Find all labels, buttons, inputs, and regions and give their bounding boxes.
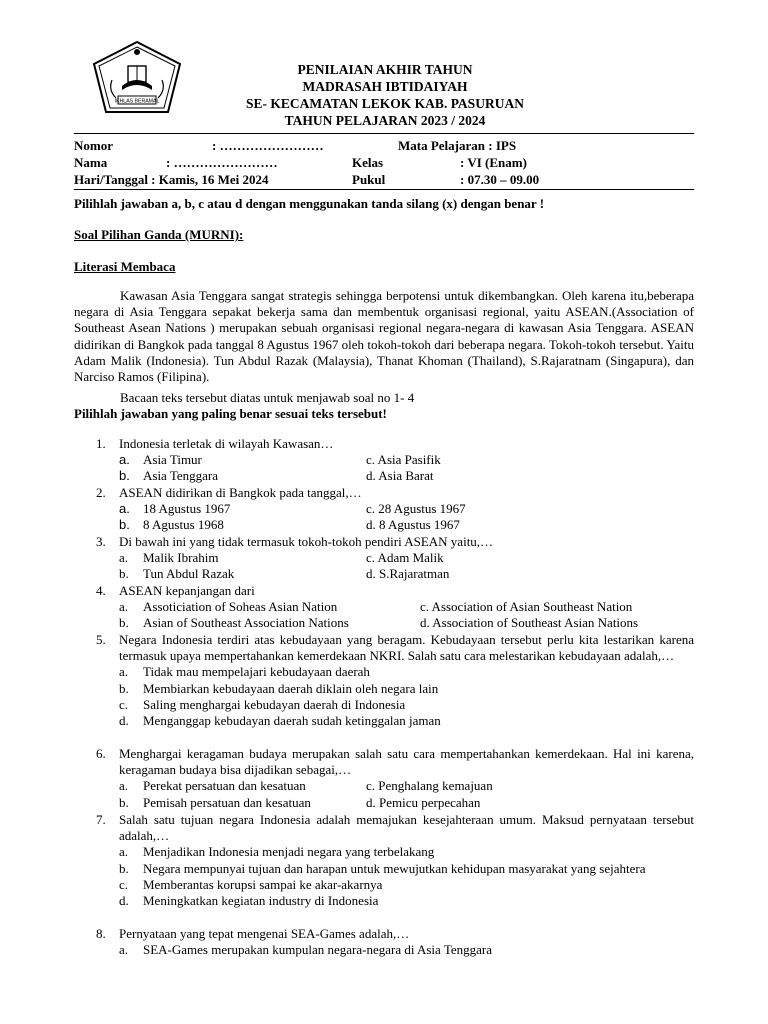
option-b[interactable]: Tun Abdul Razak (143, 566, 235, 582)
question-text: Menghargai keragaman budaya merupakan salah satu cara mempertahankan kemerdekaan. Hal ini karena, keragaman budaya bisa dijadikan sebagai,… (119, 746, 694, 778)
option-b[interactable]: Asia Tenggara (143, 468, 219, 484)
option-a[interactable]: 18 Agustus 1967 (143, 501, 231, 517)
option-c[interactable]: Saling menghargai kebudayan daerah di Indonesia (143, 696, 406, 712)
option-a[interactable]: SEA-Games merupakan kumpulan negara-negara di Asia Tenggara (143, 942, 493, 958)
option-c[interactable]: c. Association of Asian Southeast Nation (420, 599, 633, 615)
option-d[interactable]: d. Asia Barat (366, 468, 434, 484)
option-b[interactable]: Pemisah persatuan dan kesatuan (143, 794, 311, 810)
question-number: 8. (96, 926, 106, 941)
header-line-2: MADRASAH IBTIDAIYAH (302, 79, 468, 94)
question-text: Pernyataan yang tepat mengenai SEA-Games adalah,… (119, 926, 410, 941)
option-a[interactable]: Asia Timur (143, 452, 202, 468)
question-number: 1. (96, 436, 106, 451)
option-letter: a. (119, 599, 129, 615)
logo-motto: IKHLAS BERAMAL (114, 98, 160, 105)
kelas-value: : VI (Enam) (460, 155, 527, 170)
question-number: 6. (96, 746, 106, 761)
question-text: Salah satu tujuan negara Indonesia adalah memajukan kesejahteraan umum. Maksud pernyataan tersebut adalah,… (119, 812, 694, 844)
header-line-3: SE- KECAMATAN LEKOK KAB. PASURUAN (246, 96, 524, 111)
option-letter: b. (119, 517, 130, 533)
kelas-label: Kelas (352, 155, 384, 170)
nama-label: Nama (74, 155, 108, 170)
option-b[interactable]: Asian of Southeast Association Nations (143, 615, 349, 631)
reading-passage (74, 288, 694, 385)
option-letter: b. (119, 615, 129, 631)
option-d[interactable]: d. Association of Southeast Asian Nations (420, 615, 639, 631)
option-letter: b. (119, 680, 129, 696)
header-line-1: PENILAIAN AKHIR TAHUN (297, 62, 473, 77)
option-letter: d. (119, 892, 129, 908)
nomor-label: Nomor (74, 138, 113, 153)
option-letter: a. (119, 550, 129, 566)
subsection-title: Literasi Membaca (74, 259, 176, 274)
question-text: Di bawah ini yang tidak termasuk tokoh-tokoh pendiri ASEAN yaitu,… (119, 534, 494, 549)
question-number: 7. (96, 812, 106, 827)
option-d[interactable]: d. S.Rajaratman (366, 566, 450, 582)
option-c[interactable]: Memberantas korupsi sampai ke akar-akarnya (143, 876, 383, 892)
option-d[interactable]: d. 8 Agustus 1967 (366, 517, 460, 533)
question-text: ASEAN kepanjangan dari (119, 583, 255, 598)
question-2 (74, 485, 694, 534)
question-5 (74, 632, 694, 729)
question-6 (74, 746, 694, 811)
option-letter: d. (119, 712, 129, 728)
option-letter: a. (119, 778, 129, 794)
option-letter: b. (119, 794, 129, 810)
option-letter: b. (119, 468, 130, 484)
option-b[interactable]: Membiarkan kebudayaan daerah diklain oleh negara lain (143, 680, 439, 696)
question-text: ASEAN didirikan di Bangkok pada tanggal,… (119, 485, 362, 500)
reading-note: Bacaan teks tersebut diatas untuk menjawab soal no 1- 4 (120, 390, 415, 405)
header-divider-top (74, 133, 694, 134)
question-number: 3. (96, 534, 106, 549)
exam-header (200, 61, 570, 129)
question-8 (74, 926, 694, 958)
option-letter: a. (119, 501, 130, 517)
nama-value[interactable]: : …………………… (166, 155, 278, 170)
option-a[interactable]: Menjadikan Indonesia menjadi negara yang terbelakang (143, 844, 435, 860)
option-letter: c. (119, 696, 129, 712)
question-7 (74, 812, 694, 909)
option-a[interactable]: Tidak mau mempelajari kebudayaan daerah (143, 664, 370, 680)
option-letter: b. (119, 566, 129, 582)
kemenag-logo (88, 40, 186, 122)
pukul-value: : 07.30 – 09.00 (460, 172, 540, 187)
option-a[interactable]: Assoticiation of Soheas Asian Nation (143, 599, 338, 615)
option-letter: a. (119, 942, 129, 958)
option-c[interactable]: c. Adam Malik (366, 550, 444, 566)
option-a[interactable]: Perekat persatuan dan kesatuan (143, 778, 306, 794)
option-letter: a. (119, 452, 130, 468)
reading-instruction: Pilihlah jawaban yang paling benar sesuai teks tersebut! (74, 406, 387, 421)
question-1 (74, 436, 694, 485)
header-divider-bottom (74, 189, 694, 190)
option-d[interactable]: d. Pemicu perpecahan (366, 794, 481, 810)
reading-text: Kawasan Asia Tenggara sangat strategis sehingga berpotensi untuk dikembangkan. Oleh karena itu,beberapa negara di Asia Tenggara sepakat bekerja sama dan membentuk organisasi regional, yaitu ASEAN.(Association of Southeast Asean Nations ) merupakan sebuah organisasi regional negara-negara di kawasan Asia Tenggara. ASEAN didirikan di Bangkok pada tanggal 8 Agustus 1967 oleh tokoh-tokoh dari beberapa negara. Tokoh-tokoh tersebut. Yaitu Adam Malik (Indonesia). Tun Abdul Razak (Malaysia), Thanat Khoman (Thailand), S.Rajaratnam (Singapura), dan Narciso Ramos (Filipina). (74, 288, 694, 385)
question-4 (74, 583, 694, 632)
question-number: 4. (96, 583, 106, 598)
option-d[interactable]: Menganggap kebudayan daerah sudah ketinggalan jaman (143, 712, 441, 728)
option-letter: a. (119, 664, 129, 680)
question-number: 5. (96, 632, 106, 647)
option-d[interactable]: Meningkatkan kegiatan industry di Indonesia (143, 892, 379, 908)
option-c[interactable]: c. Asia Pasifik (366, 452, 441, 468)
question-text: Negara Indonesia terdiri atas kebudayaan yang beragam. Kebudayaan tersebut perlu kita lestarikan karena termasuk upaya mempertahankan kemerdekaan NKRI. Salah satu cara melestarikan kebudayaan adalah,… (119, 632, 694, 664)
option-b[interactable]: Negara mempunyai tujuan dan harapan untuk mewujutkan kehidupan masyarakat yang sejahtera (143, 860, 646, 876)
instruction: Pilihlah jawaban a, b, c atau d dengan menggunakan tanda silang (x) dengan benar ! (74, 196, 545, 211)
question-3 (74, 534, 694, 583)
option-b[interactable]: 8 Agustus 1968 (143, 517, 224, 533)
option-letter: c. (119, 876, 129, 892)
section-title: Soal Pilihan Ganda (MURNI): (74, 227, 244, 242)
option-letter: b. (119, 860, 129, 876)
option-c[interactable]: c. Penghalang kemajuan (366, 778, 493, 794)
subject-label: Mata Pelajaran : IPS (398, 138, 517, 153)
option-c[interactable]: c. 28 Agustus 1967 (366, 501, 466, 517)
option-a[interactable]: Malik Ibrahim (143, 550, 219, 566)
nomor-value[interactable]: : …………………… (212, 138, 324, 153)
pukul-label: Pukul (352, 172, 386, 187)
question-text: Indonesia terletak di wilayah Kawasan… (119, 436, 334, 451)
question-number: 2. (96, 485, 106, 500)
option-letter: a. (119, 844, 129, 860)
date-label: Hari/Tanggal : Kamis, 16 Mei 2024 (74, 172, 269, 187)
header-line-4: TAHUN PELAJARAN 2023 / 2024 (284, 113, 486, 128)
